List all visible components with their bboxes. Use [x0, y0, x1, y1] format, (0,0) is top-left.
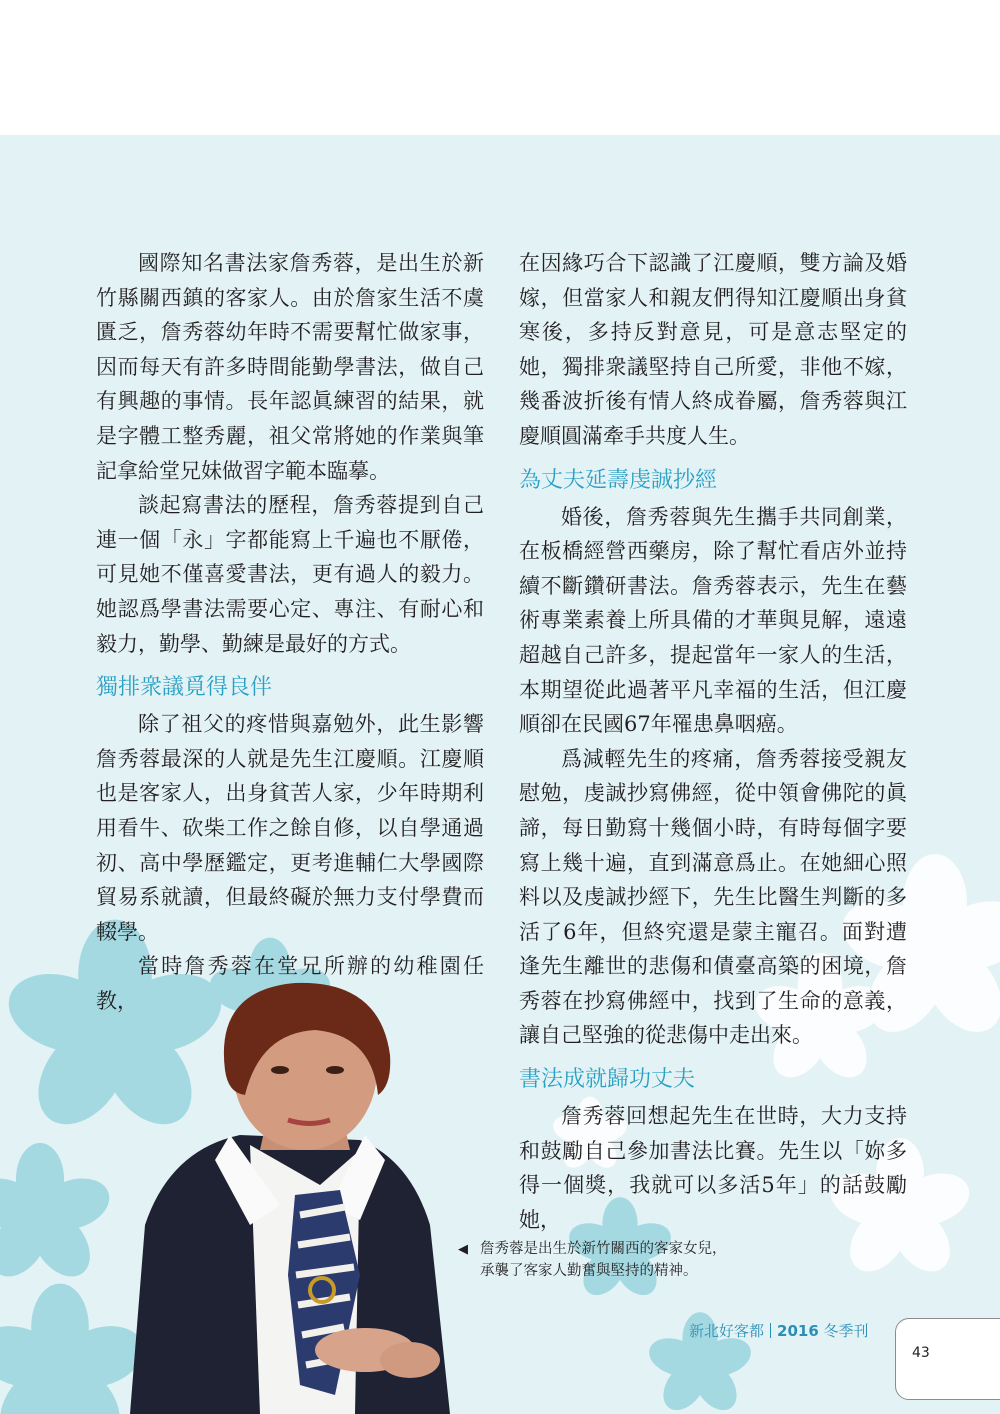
- section-heading: 書法成就歸功丈夫: [519, 1067, 696, 1093]
- paragraph: 詹秀蓉回想起先生在世時，大力支持和鼓勵自己參加書法比賽。先生以「妳多得一個獎，我就可以多活5年」的話鼓勵她，: [519, 1104, 907, 1232]
- portrait-photo: [110, 975, 470, 1414]
- issue-season: 冬季刊: [823, 1322, 869, 1340]
- paragraph: 談起寫書法的歷程，詹秀蓉提到自己連一個「永」字都能寫上千遍也不厭倦，可見她不僅喜愛書法，更有過人的毅力。她認爲學書法需要心定、專注、有耐心和毅力，勤學、勤練是最好的方式。: [96, 493, 484, 656]
- paragraph: 爲減輕先生的疼痛，詹秀蓉接受親友慰勉，虔誠抄寫佛經，從中領會佛陀的眞諦，每日勤寫十幾個小時，有時每個字要寫上幾十遍，直到滿意爲止。在她細心照料以及虔誠抄經下，先生比醫生判斷的多活了6年，但終究還是蒙主寵召。面對遭逢先生離世的悲傷和債臺高築的困境，詹秀蓉在抄寫佛經中，找到了生命的意義，讓自己堅強的從悲傷中走出來。: [519, 746, 907, 1048]
- paragraph: 當時詹秀蓉在堂兄所辦的幼稚園任教，: [96, 954, 484, 1013]
- page-number: 43: [912, 1345, 930, 1361]
- paragraph: 除了祖父的疼惜與嘉勉外，此生影響詹秀蓉最深的人就是先生江慶順。江慶順也是客家人，出身貧苦人家，少年時期利用看牛、砍柴工作之餘自修，以自學通過初、高中學歷鑑定，更考進輔仁大學國際貿易系就讀，但最終礙於無力支付學費而輟學。: [96, 712, 484, 944]
- footer-divider: [770, 1323, 771, 1338]
- caption-line: 詹秀蓉是出生於新竹關西的客家女兒，: [480, 1241, 727, 1257]
- article-right-column: [519, 246, 907, 1237]
- page-number-tab: [895, 1318, 1000, 1400]
- section-heading: 為丈夫延壽虔誠抄經: [519, 467, 718, 493]
- magazine-name: 新北好客都: [689, 1322, 765, 1340]
- paragraph: 國際知名書法家詹秀蓉，是出生於新竹縣關西鎮的客家人。由於詹家生活不虞匱乏，詹秀蓉幼年時不需要幫忙做家事，因而每天有許多時間能勤學書法，做自己有興趣的事情。長年認眞練習的結果，就是字體工整秀麗，祖父常將她的作業與筆記拿給堂兄妹做習字範本臨摹。: [96, 251, 484, 483]
- caption-arrow-icon: ◀: [458, 1242, 468, 1257]
- photo-caption: [458, 1238, 778, 1282]
- issue-year: 2016: [777, 1322, 819, 1340]
- paragraph: 婚後，詹秀蓉與先生攜手共同創業，在板橋經營西藥房，除了幫忙看店外並持續不斷鑽研書法。詹秀蓉表示，先生在藝術專業素養上所具備的才華與見解，遠遠超越自己許多，提起當年一家人的生活，本期望從此過著平凡幸福的生活，但江慶順卻在民國67年罹患鼻咽癌。: [519, 504, 907, 737]
- paragraph: 在因緣巧合下認識了江慶順，雙方論及婚嫁，但當家人和親友們得知江慶順出身貧寒後，多持反對意見，可是意志堅定的她，獨排衆議堅持自己所愛，非他不嫁，幾番波折後有情人終成眷屬，詹秀蓉與江慶順圓滿牽手共度人生。: [519, 251, 907, 448]
- section-heading: 獨排衆議覓得良伴: [96, 675, 273, 701]
- caption-line: 承襲了客家人勤奮與堅持的精神。: [480, 1263, 698, 1279]
- article-left-column: [96, 246, 484, 1018]
- magazine-footer: [689, 1320, 869, 1341]
